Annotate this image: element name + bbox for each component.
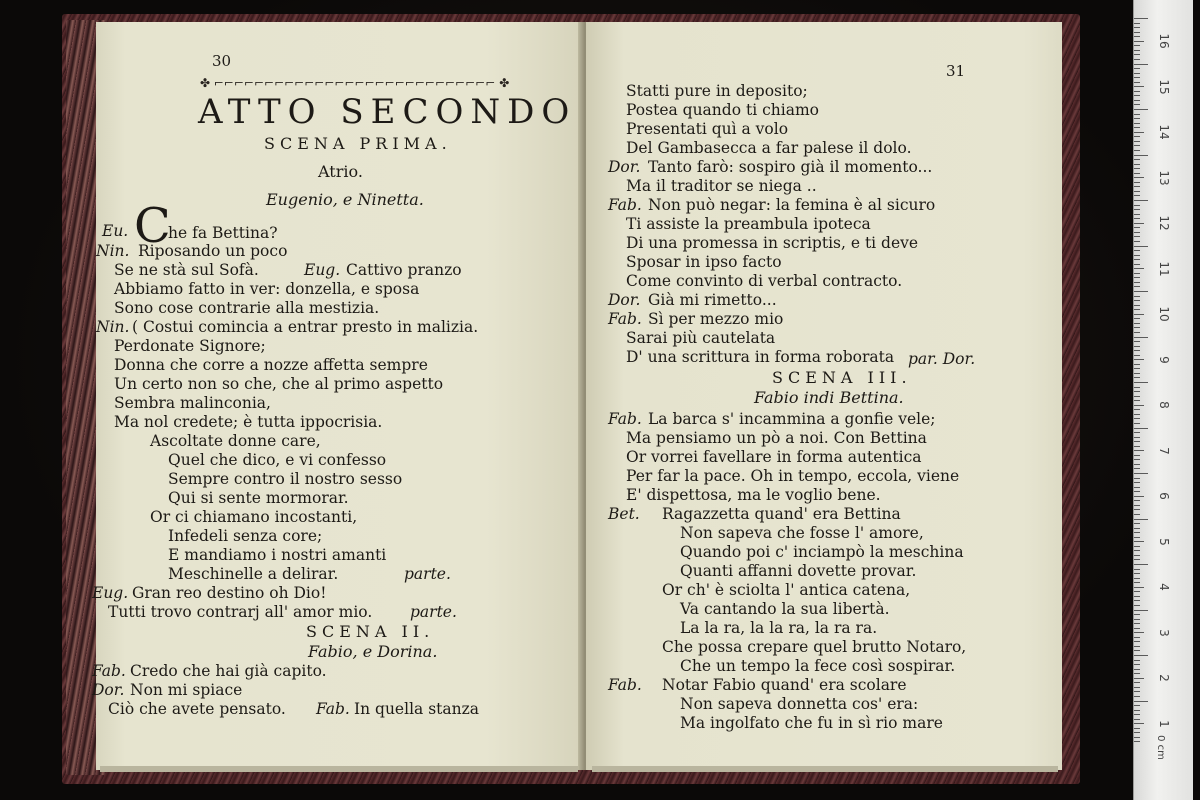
dialogue-line: he fa Bettina? <box>168 224 278 242</box>
ruler-number: 12 <box>1157 215 1171 231</box>
ruler-tick <box>1134 650 1140 651</box>
scene-characters: Fabio indi Bettina. <box>754 388 904 407</box>
ruler-tick <box>1134 414 1140 415</box>
ruler-tick <box>1134 273 1140 274</box>
ruler-number: 11 <box>1157 260 1171 277</box>
ruler-tick <box>1134 578 1140 579</box>
ruler-tick <box>1134 705 1140 706</box>
dialogue-line: Sarai più cautelata <box>626 329 776 347</box>
ruler-tick <box>1134 218 1140 219</box>
ruler-tick <box>1134 377 1140 378</box>
ruler-tick <box>1134 318 1140 319</box>
ruler-tick <box>1134 214 1140 215</box>
ruler-tick <box>1134 41 1144 42</box>
ruler-tick <box>1134 500 1140 501</box>
ruler-tick <box>1134 355 1140 356</box>
ruler-tick <box>1134 691 1140 692</box>
dialogue-line: Come convinto di verbal contracto. <box>626 272 903 290</box>
dialogue-line: Sposar in ipso facto <box>626 253 782 271</box>
ruler-tick <box>1134 714 1140 715</box>
stage-direction: parte. <box>410 603 457 621</box>
ruler-tick <box>1134 159 1140 160</box>
speaker-label: Fab. <box>608 676 642 694</box>
ruler-tick <box>1134 541 1144 542</box>
ruler-tick <box>1134 614 1140 615</box>
ruler-tick <box>1134 582 1140 583</box>
speaker-label: Dor. <box>92 681 125 699</box>
scene-title: SCENA III. <box>772 368 912 387</box>
ruler-tick <box>1134 227 1140 228</box>
ruler-tick <box>1134 441 1140 442</box>
ruler-tick <box>1134 514 1140 515</box>
ruler-tick <box>1134 18 1148 19</box>
ruler-tick <box>1134 519 1148 520</box>
ruler-tick <box>1134 100 1140 101</box>
right-page <box>586 22 1062 770</box>
ruler-tick <box>1134 532 1140 533</box>
ruler-tick <box>1134 660 1140 661</box>
dialogue-line: Cattivo pranzo <box>346 261 462 279</box>
page-edge <box>592 766 1058 772</box>
dialogue-line: Sì per mezzo mio <box>648 310 784 328</box>
page-number: 30 <box>212 52 232 70</box>
ruler-tick <box>1134 364 1140 365</box>
ruler-tick <box>1134 77 1140 78</box>
ruler-unit-label: 0 cm <box>1154 735 1166 760</box>
ruler-tick <box>1134 173 1140 174</box>
dialogue-line: In quella stanza <box>354 700 480 718</box>
measurement-ruler <box>1133 0 1193 800</box>
aria-line: Ascoltate donne care, <box>150 432 321 450</box>
ruler-tick <box>1134 710 1140 711</box>
dialogue-line: Sembra malinconia, <box>114 394 271 412</box>
dialogue-line: Credo che hai già capito. <box>130 662 327 680</box>
ruler-tick <box>1134 641 1140 642</box>
aria-line: Ragazzetta quand' era Bettina <box>662 505 901 523</box>
scene-characters: Fabio, e Dorina. <box>308 642 438 661</box>
speaker-label: Nin. <box>96 242 130 260</box>
ruler-tick <box>1134 610 1148 611</box>
dialogue-line: Se ne stà sul Sofà. <box>114 261 259 279</box>
ruler-tick <box>1134 32 1140 33</box>
ruler-number: 6 <box>1157 492 1171 500</box>
ruler-tick <box>1134 455 1140 456</box>
ruler-number: 5 <box>1157 537 1171 546</box>
ruler-tick <box>1134 182 1140 183</box>
speaker-label: Fab. <box>608 310 642 328</box>
dialogue-line: Per far la pace. Oh in tempo, eccola, viene <box>626 467 960 485</box>
speaker-label: Bet. <box>608 505 640 523</box>
dialogue-line: Presentati quì a volo <box>626 120 789 138</box>
ruler-number: 10 <box>1157 306 1171 322</box>
ruler-tick <box>1134 459 1140 460</box>
ruler-tick <box>1134 132 1144 133</box>
ruler-tick <box>1134 428 1148 429</box>
ruler-tick <box>1134 91 1140 92</box>
ruler-tick <box>1134 255 1140 256</box>
ruler-tick <box>1134 437 1140 438</box>
aria-line: La la ra, la la ra, la ra ra. <box>680 619 878 637</box>
speaker-label: Eu. <box>102 222 129 240</box>
ruler-tick <box>1134 482 1140 483</box>
dialogue-line: Postea quando ti chiamo <box>626 101 819 119</box>
ruler-tick <box>1134 418 1140 419</box>
ruler-tick <box>1134 432 1140 433</box>
ruler-number: 15 <box>1157 78 1171 95</box>
ruler-tick <box>1134 505 1140 506</box>
ruler-tick <box>1134 509 1140 510</box>
ruler-tick <box>1134 186 1140 187</box>
dialogue-line: Or vorrei favellare in forma autentica <box>626 448 922 466</box>
dialogue-line: La barca s' incammina a gonfie vele; <box>648 410 936 428</box>
ruler-tick <box>1134 277 1140 278</box>
ruler-tick <box>1134 596 1140 597</box>
dialogue-line: Un certo non so che, che al primo aspetto <box>114 375 444 393</box>
ruler-tick <box>1134 309 1140 310</box>
ruler-tick <box>1134 164 1140 165</box>
ruler-tick <box>1134 300 1140 301</box>
dialogue-line: Non può negar: la femina è al sicuro <box>648 196 936 214</box>
ruler-tick <box>1134 68 1140 69</box>
aria-line: Infedeli senza core; <box>168 527 323 545</box>
ruler-tick <box>1134 246 1148 247</box>
ruler-tick <box>1134 314 1144 315</box>
ruler-tick <box>1134 546 1140 547</box>
aria-line: Quanti affanni dovette provar. <box>680 562 917 580</box>
ruler-tick <box>1134 373 1140 374</box>
ruler-number: 9 <box>1157 355 1171 364</box>
aria-line: Che un tempo la fece così sospirar. <box>680 657 956 675</box>
dialogue-line: Già mi rimetto... <box>648 291 777 309</box>
ruler-tick <box>1134 145 1140 146</box>
aria-line: Meschinelle a delirar. <box>168 565 339 583</box>
stage-direction: parte. <box>404 565 451 583</box>
aria-line: Non sapeva donnetta cos' era: <box>680 695 919 713</box>
ruler-tick <box>1134 168 1140 169</box>
aria-line: Non sapeva che fosse l' amore, <box>680 524 924 542</box>
page-edge <box>100 766 578 772</box>
ruler-tick <box>1134 232 1140 233</box>
ruler-number: 8 <box>1157 401 1171 409</box>
dialogue-line: ( Costui comincia a entrar presto in malizia. <box>132 318 479 336</box>
scene-setting: Atrio. <box>318 162 363 181</box>
aria-line: Ma ingolfato che fu in sì rio mare <box>680 714 943 732</box>
ruler-number: 2 <box>1157 674 1171 682</box>
ruler-tick <box>1134 177 1144 178</box>
ruler-tick <box>1134 673 1140 674</box>
ruler-tick <box>1134 27 1140 28</box>
ruler-tick <box>1134 623 1140 624</box>
ruler-tick <box>1134 473 1148 474</box>
ruler-tick <box>1134 564 1148 565</box>
dialogue-line: Di una promessa in scriptis, e ti deve <box>626 234 919 252</box>
ruler-tick <box>1134 637 1140 638</box>
dialogue-line: Gran reo destino oh Dio! <box>132 584 327 602</box>
drop-cap: C <box>134 198 171 254</box>
ruler-tick <box>1134 236 1140 237</box>
ruler-number: 3 <box>1157 628 1171 637</box>
ruler-tick <box>1134 737 1140 738</box>
ruler-number: 1 <box>1157 719 1171 728</box>
speaker-label: Fab. <box>316 700 350 718</box>
ruler-tick <box>1134 241 1140 242</box>
dialogue-line: Ma nol credete; è tutta ippocrisia. <box>114 413 383 431</box>
ruler-tick <box>1134 701 1148 702</box>
ruler-tick <box>1134 446 1140 447</box>
ruler-tick <box>1134 104 1140 105</box>
ruler-tick <box>1134 291 1148 292</box>
ruler-tick <box>1134 491 1140 492</box>
ruler-tick <box>1134 646 1140 647</box>
ruler-tick <box>1134 409 1140 410</box>
ruler-tick <box>1134 464 1140 465</box>
dialogue-line: Tutti trovo contrarj all' amor mio. <box>108 603 373 621</box>
dialogue-line: Ciò che avete pensato. <box>108 700 286 718</box>
ruler-tick <box>1134 523 1140 524</box>
ruler-tick <box>1134 50 1140 51</box>
ruler-tick <box>1134 632 1144 633</box>
dialogue-line: Ti assiste la preambula ipoteca <box>626 215 871 233</box>
ruler-tick <box>1134 605 1140 606</box>
ruler-tick <box>1134 200 1148 201</box>
ruler-tick <box>1134 141 1140 142</box>
ruler-tick <box>1134 655 1148 656</box>
ruler-tick <box>1134 573 1140 574</box>
aria-line: Va cantando la sua libertà. <box>680 600 890 618</box>
aria-line: Or ch' è sciolta l' antica catena, <box>662 581 911 599</box>
dialogue-line: Donna che corre a nozze affetta sempre <box>114 356 428 374</box>
scene-title: SCENA PRIMA. <box>264 134 452 153</box>
ruler-tick <box>1134 82 1140 83</box>
dialogue-line: Tanto farò: sospiro già il momento... <box>648 158 933 176</box>
ruler-tick <box>1134 450 1144 451</box>
ruler-tick <box>1134 368 1140 369</box>
ruler-tick <box>1134 327 1140 328</box>
aria-line: Sempre contro il nostro sesso <box>168 470 403 488</box>
aria-line: Or ci chiamano incostanti, <box>150 508 358 526</box>
ruler-tick <box>1134 127 1140 128</box>
ruler-tick <box>1134 95 1140 96</box>
ruler-tick <box>1134 36 1140 37</box>
left-page <box>92 22 584 770</box>
ruler-tick <box>1134 209 1140 210</box>
ruler-tick <box>1134 537 1140 538</box>
page-number: 31 <box>946 62 966 80</box>
speaker-label: Fab. <box>608 410 642 428</box>
aria-line: Quando poi c' inciampò la meschina <box>680 543 964 561</box>
ruler-tick <box>1134 118 1140 119</box>
ruler-tick <box>1134 282 1140 283</box>
ruler-tick <box>1134 478 1140 479</box>
speaker-label: Fab. <box>92 662 126 680</box>
ruler-tick <box>1134 496 1144 497</box>
ruler-tick <box>1134 250 1140 251</box>
ruler-number: 4 <box>1157 583 1171 591</box>
ruler-tick <box>1134 323 1140 324</box>
ruler-tick <box>1134 305 1140 306</box>
ruler-tick <box>1134 337 1148 338</box>
dialogue-line: Riposando un poco <box>138 242 288 260</box>
ruler-tick <box>1134 73 1140 74</box>
ruler-tick <box>1134 359 1144 360</box>
ruler-tick <box>1134 628 1140 629</box>
dialogue-line: Sono cose contrarie alla mestizia. <box>114 299 380 317</box>
ruler-tick <box>1134 268 1144 269</box>
dialogue-line: Ma pensiamo un pò a noi. Con Bettina <box>626 429 927 447</box>
ruler-tick <box>1134 555 1140 556</box>
ruler-tick <box>1134 205 1140 206</box>
ruler-tick <box>1134 619 1140 620</box>
ruler-tick <box>1134 86 1144 87</box>
ruler-tick <box>1134 487 1140 488</box>
ruler-tick <box>1134 391 1140 392</box>
ruler-tick <box>1134 350 1140 351</box>
ruler-tick <box>1134 741 1140 742</box>
dialogue-line: E' dispettosa, ma le voglio bene. <box>626 486 881 504</box>
ruler-tick <box>1134 723 1144 724</box>
ruler-tick <box>1134 669 1140 670</box>
ruler-tick <box>1134 136 1140 137</box>
dialogue-line: Non mi spiace <box>130 681 243 699</box>
ruler-number: 13 <box>1157 169 1171 186</box>
ruler-tick <box>1134 59 1140 60</box>
ruler-tick <box>1134 600 1140 601</box>
ruler-tick <box>1134 296 1140 297</box>
dialogue-line: Perdonate Signore; <box>114 337 266 355</box>
ruler-tick <box>1134 728 1140 729</box>
ruler-tick <box>1134 569 1140 570</box>
ruler-tick <box>1134 696 1140 697</box>
ruler-tick <box>1134 259 1140 260</box>
ruler-tick <box>1134 123 1140 124</box>
ruler-tick <box>1134 687 1140 688</box>
ruler-tick <box>1134 195 1140 196</box>
ruler-tick <box>1134 591 1140 592</box>
speaker-label: Nin. <box>96 318 130 336</box>
act-title: ATTO SECONDO <box>198 92 577 132</box>
ruler-tick <box>1134 528 1140 529</box>
ruler-tick <box>1134 550 1140 551</box>
ruler-tick <box>1134 109 1148 110</box>
ruler-tick <box>1134 64 1148 65</box>
ruler-tick <box>1134 54 1140 55</box>
dialogue-line: Statti pure in deposito; <box>626 82 808 100</box>
ruler-tick <box>1134 387 1140 388</box>
speaker-label: Eug. <box>92 584 129 602</box>
ruler-tick <box>1134 732 1140 733</box>
ruler-tick <box>1134 423 1140 424</box>
ruler-tick <box>1134 468 1140 469</box>
ruler-tick <box>1134 678 1144 679</box>
ornament-border: ✤ ⌐⌐⌐⌐⌐⌐⌐⌐⌐⌐⌐⌐⌐⌐⌐⌐⌐⌐⌐⌐⌐⌐⌐⌐⌐⌐⌐⌐ ✤ <box>200 76 510 90</box>
ruler-tick <box>1134 332 1140 333</box>
ruler-tick <box>1134 587 1144 588</box>
ruler-tick <box>1134 223 1144 224</box>
ruler-tick <box>1134 346 1140 347</box>
ruler-tick <box>1134 264 1140 265</box>
ruler-number: 14 <box>1157 124 1171 140</box>
ruler-tick <box>1134 155 1148 156</box>
ruler-tick <box>1134 341 1140 342</box>
stage-direction: par. Dor. <box>908 350 976 368</box>
speaker-label: Fab. <box>608 196 642 214</box>
aria-line: Quel che dico, e vi confesso <box>168 451 387 469</box>
aria-line: Che possa crepare quel brutto Notaro, <box>662 638 967 656</box>
speaker-label: Dor. <box>608 291 641 309</box>
scene-characters: Eugenio, e Ninetta. <box>266 190 424 209</box>
ruler-tick <box>1134 45 1140 46</box>
ruler-tick <box>1134 150 1140 151</box>
ruler-tick <box>1134 114 1140 115</box>
aria-line: Qui si sente mormorar. <box>168 489 349 507</box>
dialogue-line: Del Gambasecca a far palese il dolo. <box>626 139 912 157</box>
dialogue-line: Ma il traditor se niega .. <box>626 177 817 195</box>
aria-line: Notar Fabio quand' era scolare <box>662 676 907 694</box>
ruler-tick <box>1134 191 1140 192</box>
ruler-tick <box>1134 400 1140 401</box>
dialogue-line: Abbiamo fatto in ver: donzella, e sposa <box>114 280 420 298</box>
ruler-tick <box>1134 286 1140 287</box>
ruler-tick <box>1134 396 1140 397</box>
ruler-number: 7 <box>1157 446 1171 455</box>
ruler-number: 16 <box>1157 33 1171 49</box>
ruler-tick <box>1134 664 1140 665</box>
ruler-tick <box>1134 559 1140 560</box>
ruler-tick <box>1134 23 1140 24</box>
scene-title: SCENA II. <box>306 622 435 641</box>
speaker-label: Dor. <box>608 158 641 176</box>
ruler-tick <box>1134 719 1140 720</box>
aria-line: E mandiamo i nostri amanti <box>168 546 387 564</box>
dialogue-line: D' una scrittura in forma roborata <box>626 348 895 366</box>
ruler-tick <box>1134 405 1144 406</box>
ruler-tick <box>1134 682 1140 683</box>
speaker-label: Eug. <box>304 261 341 279</box>
ruler-tick <box>1134 382 1148 383</box>
